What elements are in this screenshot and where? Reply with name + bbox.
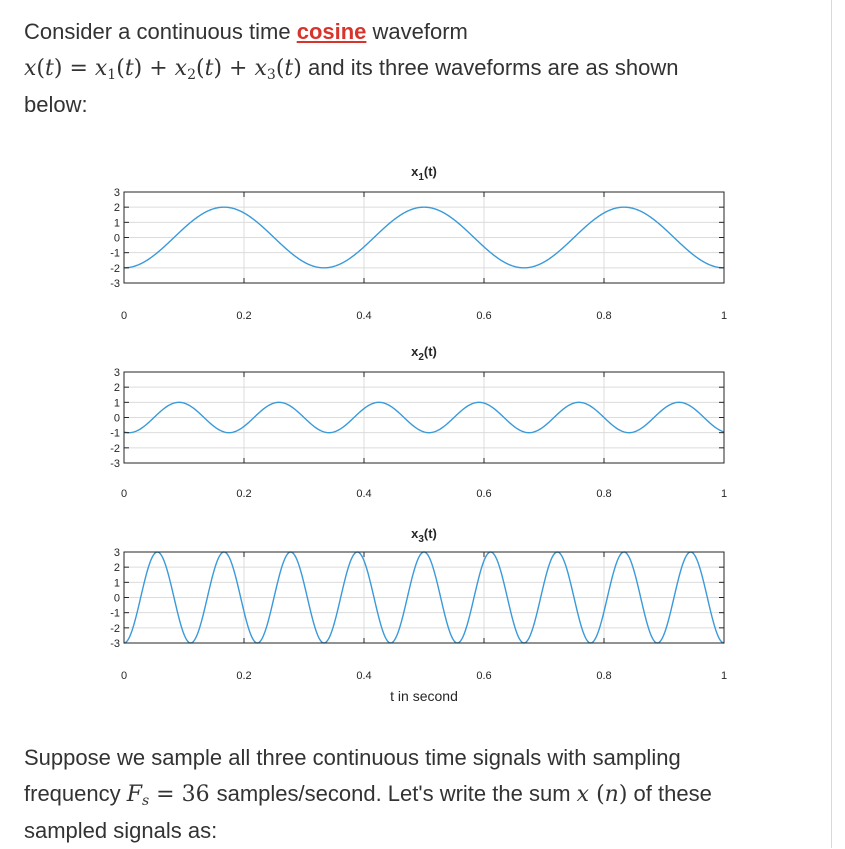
cosine-link[interactable]: cosine xyxy=(296,19,367,44)
y-tick-label: 3 xyxy=(113,367,120,379)
y-tick-label: -2 xyxy=(110,442,120,455)
x-tick-label: 0.6 xyxy=(476,670,492,682)
y-tick-label: 0 xyxy=(113,232,120,245)
y-tick-label: 0 xyxy=(113,412,120,425)
y-tick-label: -1 xyxy=(110,427,120,440)
y-tick-label: -2 xyxy=(110,622,120,635)
y-tick-label: 2 xyxy=(113,202,120,215)
intro-text-after-link: waveform xyxy=(366,19,468,44)
intro-line-3: below: xyxy=(24,92,88,117)
chart-panel-3 xyxy=(110,526,727,704)
x-tick-label: 0.4 xyxy=(356,310,372,322)
x-tick-label: 0 xyxy=(120,670,128,682)
x-tick-label: 0.8 xyxy=(596,310,612,322)
y-tick-label: -1 xyxy=(110,607,120,620)
outro-text-after-xn: of these xyxy=(627,781,712,806)
sampling-frequency-equation: $F_s = 36$ xyxy=(126,782,217,809)
x-tick-label: 0.2 xyxy=(236,488,252,500)
intro-line-1 xyxy=(24,14,814,50)
chart-title: $x_1(t)$ xyxy=(411,164,437,183)
outro-line-1: Suppose we sample all three continuous time signals with sampling xyxy=(24,745,681,770)
x-tick-label: 1 xyxy=(720,670,728,682)
y-tick-label: 3 xyxy=(113,187,120,199)
chart-panel-1 xyxy=(110,164,727,322)
waveform-figure xyxy=(0,140,845,715)
outro-line-3: sampled signals as: xyxy=(24,818,218,843)
x-tick-label: 0.6 xyxy=(476,310,492,322)
outro-text-before-fs: frequency xyxy=(24,781,127,806)
intro-text-after-equation: and its three waveforms are as shown xyxy=(301,55,679,80)
x-tick-label: 1 xyxy=(720,310,728,322)
y-tick-label: -3 xyxy=(110,638,120,650)
y-tick-label: 3 xyxy=(113,547,120,559)
y-tick-label: 0 xyxy=(113,592,120,605)
x-tick-label: 1 xyxy=(720,488,728,500)
y-tick-label: 2 xyxy=(113,562,120,575)
chart-panel-2 xyxy=(110,344,727,500)
y-tick-label: 1 xyxy=(113,397,120,410)
x-tick-label: 0.2 xyxy=(236,310,252,322)
intro-text-before-link: Consider a continuous time xyxy=(24,19,297,44)
y-tick-label: -1 xyxy=(110,247,120,260)
outro-text-middle: samples/second. Let's write the sum xyxy=(216,781,577,806)
y-tick-label: -2 xyxy=(110,262,120,275)
x-tick-label: 0 xyxy=(120,488,128,500)
chart-title: $x_3(t)$ xyxy=(411,526,437,545)
x-axis-label: t in second xyxy=(390,688,458,704)
outro-line-2 xyxy=(24,776,814,813)
chart-title: $x_2(t)$ xyxy=(411,344,437,363)
outro-paragraph xyxy=(24,740,814,849)
y-tick-label: -3 xyxy=(110,458,120,470)
y-tick-label: -3 xyxy=(110,278,120,290)
y-tick-label: 2 xyxy=(113,382,120,395)
x-tick-label: 0.4 xyxy=(356,670,372,682)
x-tick-label: 0.2 xyxy=(236,670,252,682)
intro-line-2 xyxy=(24,50,814,87)
y-tick-label: 1 xyxy=(113,217,120,230)
x-tick-label: 0 xyxy=(120,310,128,322)
x-tick-label: 0.8 xyxy=(596,488,612,500)
y-tick-label: 1 xyxy=(113,577,120,590)
x-tick-label: 0.4 xyxy=(356,488,372,500)
waveform-equation: $x(t) = x_1(t) + x_2(t) + x_3(t)$ xyxy=(24,56,302,83)
sum-signal-xn: x (n) xyxy=(576,782,628,807)
x-tick-label: 0.6 xyxy=(476,488,492,500)
intro-paragraph xyxy=(24,14,814,123)
x-tick-label: 0.8 xyxy=(596,670,612,682)
